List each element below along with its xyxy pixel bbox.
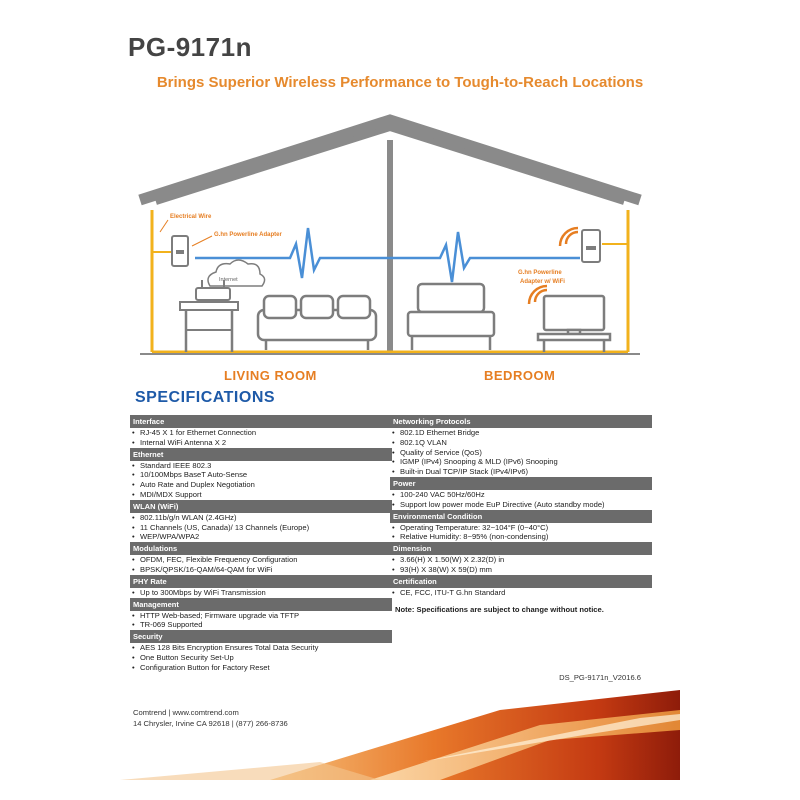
spec-item: • Standard IEEE 802.3 bbox=[130, 461, 392, 471]
spec-section bbox=[130, 630, 392, 672]
spec-item: • One Button Security Set-Up bbox=[130, 653, 392, 663]
spec-item: • AES 128 Bits Encryption Ensures Total Data Security bbox=[130, 643, 392, 653]
spec-section bbox=[130, 575, 392, 598]
spec-list bbox=[130, 588, 392, 598]
spec-section-title: Power bbox=[390, 477, 652, 490]
spec-item: • Up to 300Mbps by WiFi Transmission bbox=[130, 588, 392, 598]
spec-list bbox=[130, 513, 392, 542]
wifi-signal-top bbox=[566, 232, 578, 244]
bed-icon bbox=[408, 284, 494, 350]
spec-list bbox=[390, 490, 652, 510]
house-illustration bbox=[120, 110, 680, 365]
adapter-wifi-label-1: G.hn Powerline bbox=[518, 270, 562, 276]
spec-item: • Operating Temperature: 32~104°F (0~40°C) bbox=[390, 523, 652, 533]
spec-item: • CE, FCC, ITU-T G.hn Standard bbox=[390, 588, 652, 598]
spec-section-title: Networking Protocols bbox=[390, 415, 652, 428]
spec-section bbox=[130, 598, 392, 631]
spec-item: • Support low power mode EuP Directive (Auto standby mode) bbox=[390, 500, 652, 510]
spec-item: • 11 Channels (US, Canada)/ 13 Channels (Europe) bbox=[130, 523, 392, 533]
spec-list bbox=[130, 461, 392, 500]
room-label-bedroom: BEDROOM bbox=[484, 368, 556, 383]
spec-item: • 802.1Q VLAN bbox=[390, 438, 652, 448]
spec-section bbox=[130, 542, 392, 575]
spec-note: Note: Specifications are subject to change without notice. bbox=[395, 604, 604, 614]
router-icon bbox=[196, 288, 230, 300]
footer-swoosh bbox=[120, 690, 680, 780]
page-title: PG-9171n bbox=[128, 32, 252, 62]
spec-section-title: Certification bbox=[390, 575, 652, 588]
spec-section-title: Ethernet bbox=[130, 448, 392, 461]
spec-item: • BPSK/QPSK/16-QAM/64-QAM for WiFi bbox=[130, 565, 392, 575]
adapter-wifi-label-2: Adapter w/ WiFi bbox=[520, 279, 565, 285]
spec-section bbox=[130, 500, 392, 542]
spec-section bbox=[390, 542, 652, 575]
footer-address: 14 Chrysler, Irvine CA 92618 | (877) 266-8736 bbox=[133, 719, 288, 728]
spec-item: • OFDM, FEC, Flexible Frequency Configuration bbox=[130, 555, 392, 565]
couch-icon bbox=[258, 296, 376, 350]
spec-section bbox=[390, 477, 652, 510]
spec-item: • Configuration Button for Factory Reset bbox=[130, 663, 392, 673]
spec-item: • 93(H) X 38(W) X 59(D) mm bbox=[390, 565, 652, 575]
specs-left-column bbox=[130, 415, 392, 673]
tagline: Brings Superior Wireless Performance to Tough-to-Reach Locations bbox=[156, 74, 644, 91]
footer-company: Comtrend | www.comtrend.com bbox=[133, 708, 239, 717]
spec-item: • Auto Rate and Duplex Negotiation bbox=[130, 480, 392, 490]
spec-item: • 802.11b/g/n WLAN (2.4GHz) bbox=[130, 513, 392, 523]
spec-item: • 10/100Mbps BaseT Auto-Sense bbox=[130, 470, 392, 480]
spec-item: • 802.1D Ethernet Bridge bbox=[390, 428, 652, 438]
specifications-heading: SPECIFICATIONS bbox=[135, 389, 276, 406]
document-id: DS_PG-9171n_V2016.6 bbox=[559, 673, 641, 682]
spec-list bbox=[390, 555, 652, 575]
spec-item: • Quality of Service (QoS) bbox=[390, 448, 652, 458]
spec-item: • Internal WiFi Antenna X 2 bbox=[130, 438, 392, 448]
spec-list bbox=[130, 643, 392, 672]
room-label-living: LIVING ROOM bbox=[224, 368, 317, 383]
tv-icon bbox=[538, 296, 610, 352]
adapter-label: G.hn Powerline Adapter bbox=[214, 232, 282, 238]
spec-item: • 3.66(H) X 1.50(W) X 2.32(D) in bbox=[390, 555, 652, 565]
spec-item: • IGMP (IPv4) Snooping & MLD (IPv6) Snooping bbox=[390, 457, 652, 467]
spec-item: • 100-240 VAC 50Hz/60Hz bbox=[390, 490, 652, 500]
side-table bbox=[180, 302, 238, 310]
spec-item: • HTTP Web-based; Firmware upgrade via TFTP bbox=[130, 611, 392, 621]
spec-section-title: Security bbox=[130, 630, 392, 643]
spec-item: • Relative Humidity: 8~95% (non-condensing) bbox=[390, 532, 652, 542]
spec-item: • MDI/MDX Support bbox=[130, 490, 392, 500]
spec-list bbox=[390, 588, 652, 598]
spec-item: • RJ-45 X 1 for Ethernet Connection bbox=[130, 428, 392, 438]
spec-item: • TR-069 Supported bbox=[130, 620, 392, 630]
spec-section-title: Interface bbox=[130, 415, 392, 428]
spec-section-title: Management bbox=[130, 598, 392, 611]
spec-section bbox=[390, 575, 652, 598]
spec-list bbox=[130, 428, 392, 448]
spec-section bbox=[130, 448, 392, 500]
spec-section-title: Environmental Condition bbox=[390, 510, 652, 523]
spec-section-title: WLAN (WiFi) bbox=[130, 500, 392, 513]
spec-item: • WEP/WPA/WPA2 bbox=[130, 532, 392, 542]
spec-list bbox=[130, 555, 392, 575]
spec-section-title: Modulations bbox=[130, 542, 392, 555]
spec-section bbox=[130, 415, 392, 448]
spec-section-title: PHY Rate bbox=[130, 575, 392, 588]
spec-item: • Built-in Dual TCP/IP Stack (IPv4/IPv6) bbox=[390, 467, 652, 477]
electrical-wire-label: Electrical Wire bbox=[170, 214, 212, 220]
spec-list bbox=[390, 428, 652, 477]
specs-right-column bbox=[390, 415, 652, 614]
spec-list bbox=[130, 611, 392, 631]
spec-section-title: Dimension bbox=[390, 542, 652, 555]
spec-list bbox=[390, 523, 652, 543]
spec-section bbox=[390, 510, 652, 543]
internet-label: Internet bbox=[219, 277, 238, 283]
spec-section bbox=[390, 415, 652, 477]
